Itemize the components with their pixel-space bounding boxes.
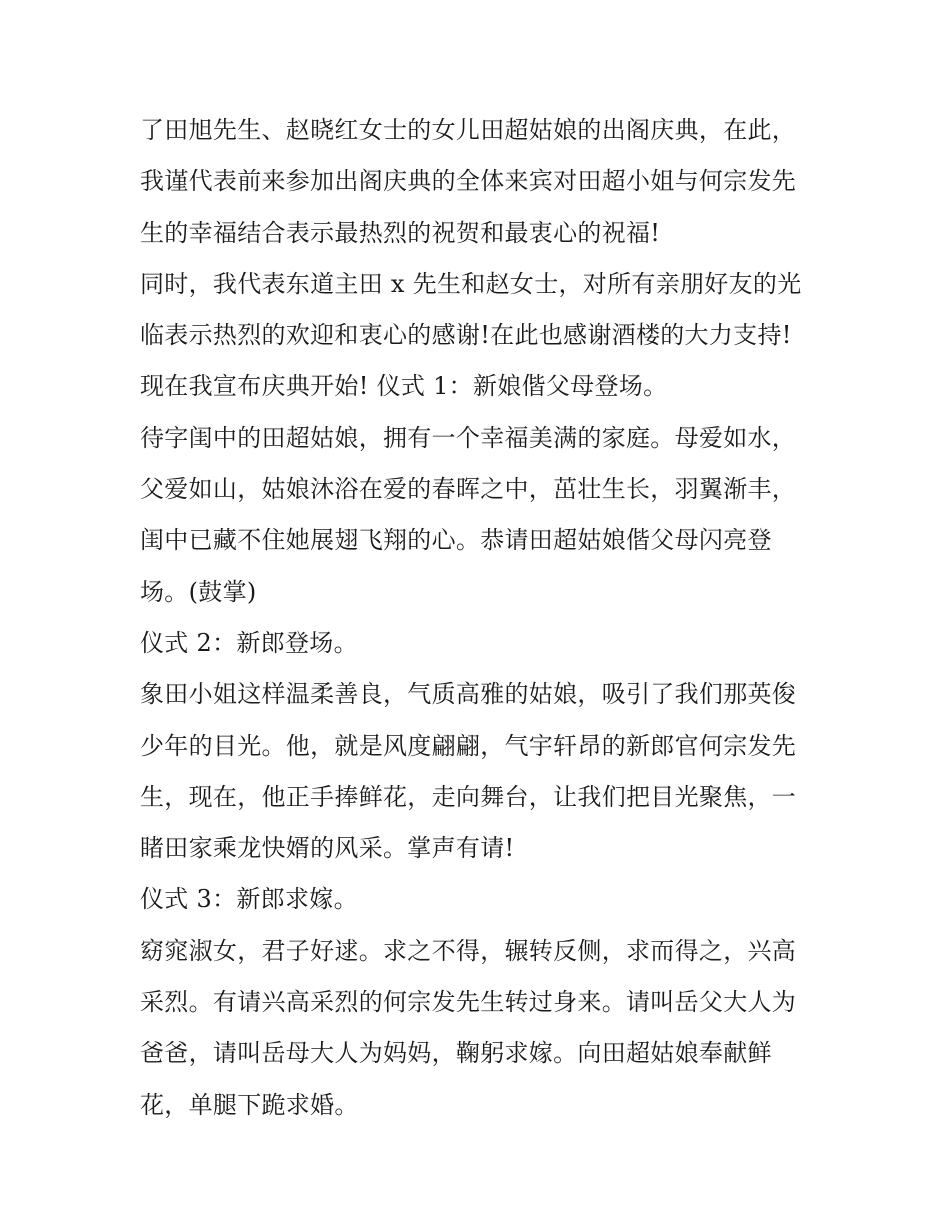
text-line: 闺中已藏不住她展翅飞翔的心。恭请田超姑娘偕父母闪亮登 [140,526,772,555]
body-text [140,105,820,1131]
text-line: 采烈。有请兴高采烈的何宗发先生转过身来。请叫岳父大人为 [140,988,797,1017]
text-line: 我谨代表前来参加出阁庆典的全体来宾对田超小姐与何宗发先 [140,167,797,196]
text-line: 爸爸，请叫岳母大人为妈妈，鞠躬求嫁。向田超姑娘奉献鲜 [140,1039,772,1068]
text-line: 场。(鼓掌) [140,577,257,606]
text-line: 仪式 2：新郎登场。 [140,628,358,657]
text-line: 父爱如山，姑娘沐浴在爱的春晖之中，茁壮生长，羽翼渐丰， [140,475,797,504]
text-line: 现在我宣布庆典开始! 仪式 1：新娘偕父母登场。 [140,372,668,401]
text-line: 睹田家乘龙快婿的风采。掌声有请! [140,834,515,863]
text-line: 仪式 3：新郎求嫁。 [140,885,358,914]
text-line: 窈窕淑女，君子好逑。求之不得，辗转反侧，求而得之，兴高 [140,936,797,965]
text-line: 同时，我代表东道主田 x 先生和赵女士，对所有亲朋好友的光 [140,269,802,298]
text-line: 少年的目光。他，就是风度翩翩，气宇轩昂的新郎官何宗发先 [140,731,797,760]
text-line: 生，现在，他正手捧鲜花，走向舞台，让我们把目光聚焦，一 [140,782,797,811]
text-line: 花，单腿下跪求婚。 [140,1090,359,1119]
text-line: 待字闺中的田超姑娘，拥有一个幸福美满的家庭。母爱如水， [140,423,797,452]
text-line: 生的幸福结合表示最热烈的祝贺和最衷心的祝福! [140,218,661,247]
text-line: 了田旭先生、赵晓红女士的女儿田超姑娘的出阁庆典，在此， [140,116,797,144]
text-line: 临表示热烈的欢迎和衷心的感谢!在此也感谢酒楼的大力支持! [140,321,792,350]
text-line: 象田小姐这样温柔善良，气质高雅的姑娘，吸引了我们那英俊 [140,680,797,709]
